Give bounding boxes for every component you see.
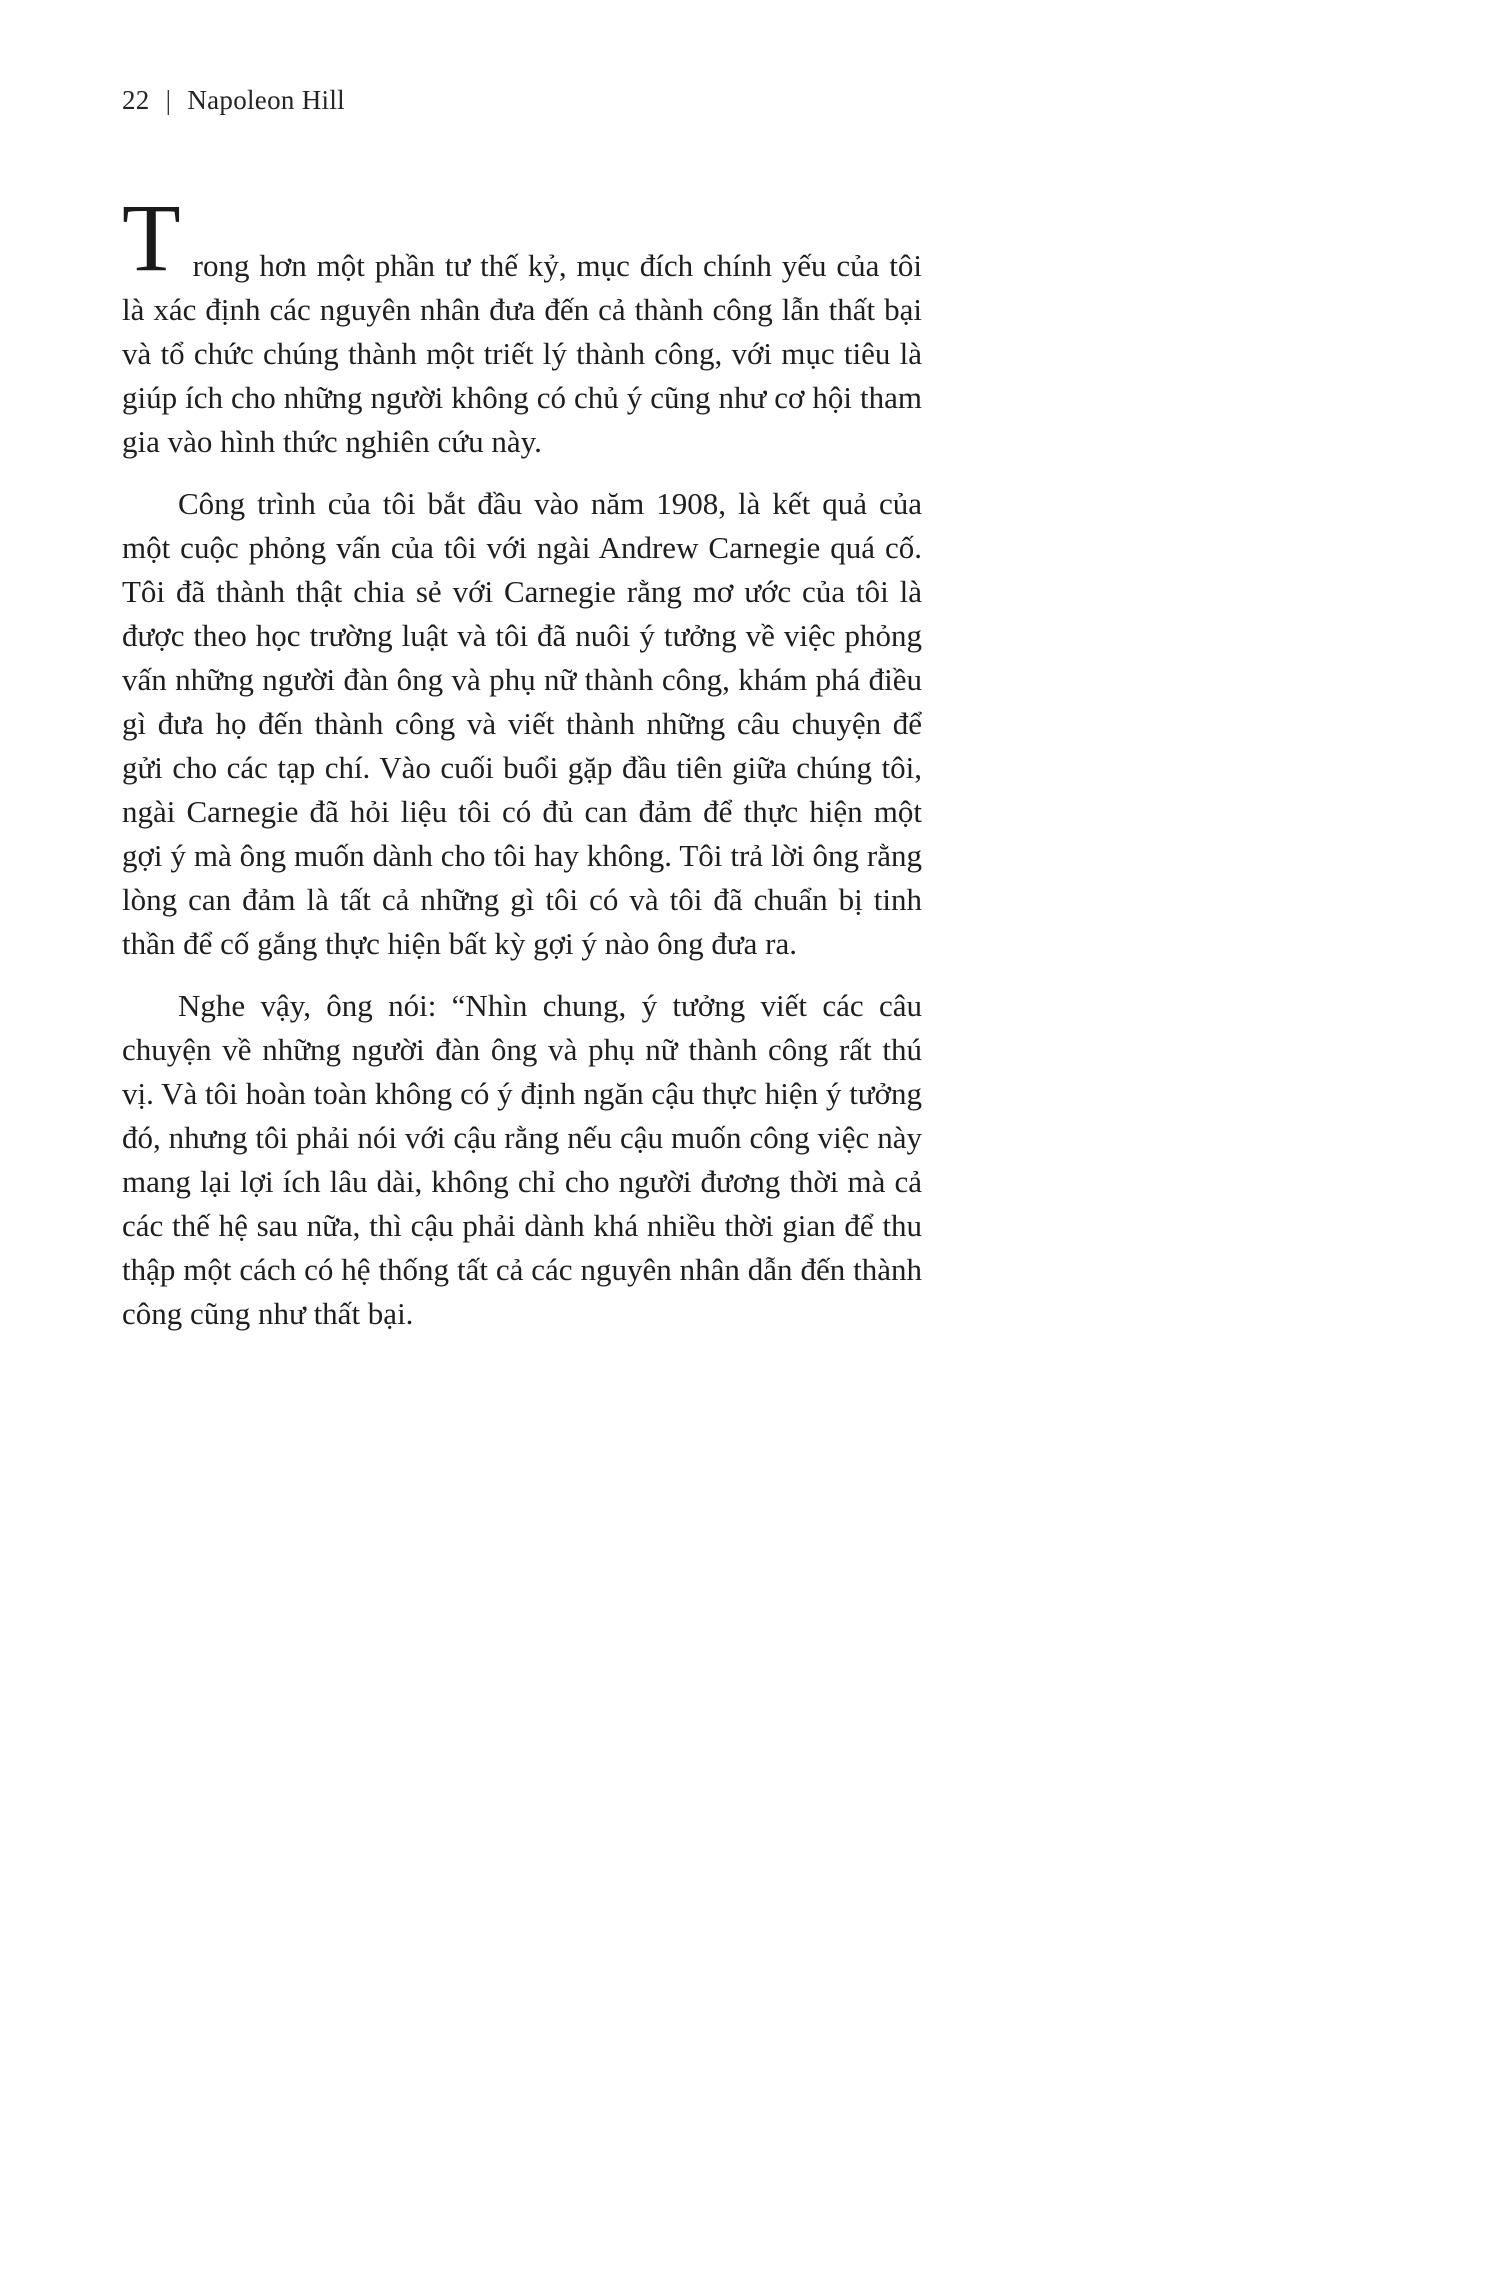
paragraph-text: Công trình của tôi bắt đầu vào năm 1908, là kết quả của một cuộc phỏng vấn của tôi với ngài Andrew Carnegie quá cố. Tôi đã thành thật chia sẻ với Carnegie rằng mơ ước của tôi là được theo học trường luật và tôi đã nuôi ý tưởng về việc phỏng vấn những người đàn ông và phụ nữ thành công, khám phá điều gì đưa họ đến thành công và viết thành những câu chuyện để gửi cho các tạp chí. Vào cuối buổi gặp đầu tiên giữa chúng tôi, ngài Carnegie đã hỏi liệu tôi có đủ can đảm để thực hiện một gợi ý mà ông muốn dành cho tôi hay không. Tôi trả lời ông rằng lòng can đảm là tất cả những gì tôi có và tôi đã chuẩn bị tinh thần để cố gắng thực hiện bất kỳ gợi ý nào ông đưa ra. <box>122 486 922 961</box>
page-number: 22 <box>122 85 150 115</box>
paragraph-opening <box>122 184 922 464</box>
running-title: Napoleon Hill <box>187 85 345 115</box>
paragraph <box>122 984 922 1336</box>
paragraph <box>122 482 922 966</box>
body-text <box>122 184 922 1354</box>
dropcap-letter: T <box>122 184 181 291</box>
paragraph-text: rong hơn một phần tư thế kỷ, mục đích chính yếu của tôi là xác định các nguyên nhân đưa đến cả thành công lẫn thất bại và tổ chức chúng thành một triết lý thành công, với mục tiêu là giúp ích cho những người không có chủ ý cũng như cơ hội tham gia vào hình thức nghiên cứu này. <box>122 248 922 459</box>
paragraph-text: Nghe vậy, ông nói: “Nhìn chung, ý tưởng viết các câu chuyện về những người đàn ông và phụ nữ thành công rất thú vị. Và tôi hoàn toàn không có ý định ngăn cậu thực hiện ý tưởng đó, nhưng tôi phải nói với cậu rằng nếu cậu muốn công việc này mang lại lợi ích lâu dài, không chỉ cho người đương thời mà cả các thế hệ sau nữa, thì cậu phải dành khá nhiều thời gian để thu thập một cách có hệ thống tất cả các nguyên nhân dẫn đến thành công cũng như thất bại. <box>122 988 922 1331</box>
page-header <box>122 84 345 116</box>
header-separator: | <box>165 85 172 115</box>
